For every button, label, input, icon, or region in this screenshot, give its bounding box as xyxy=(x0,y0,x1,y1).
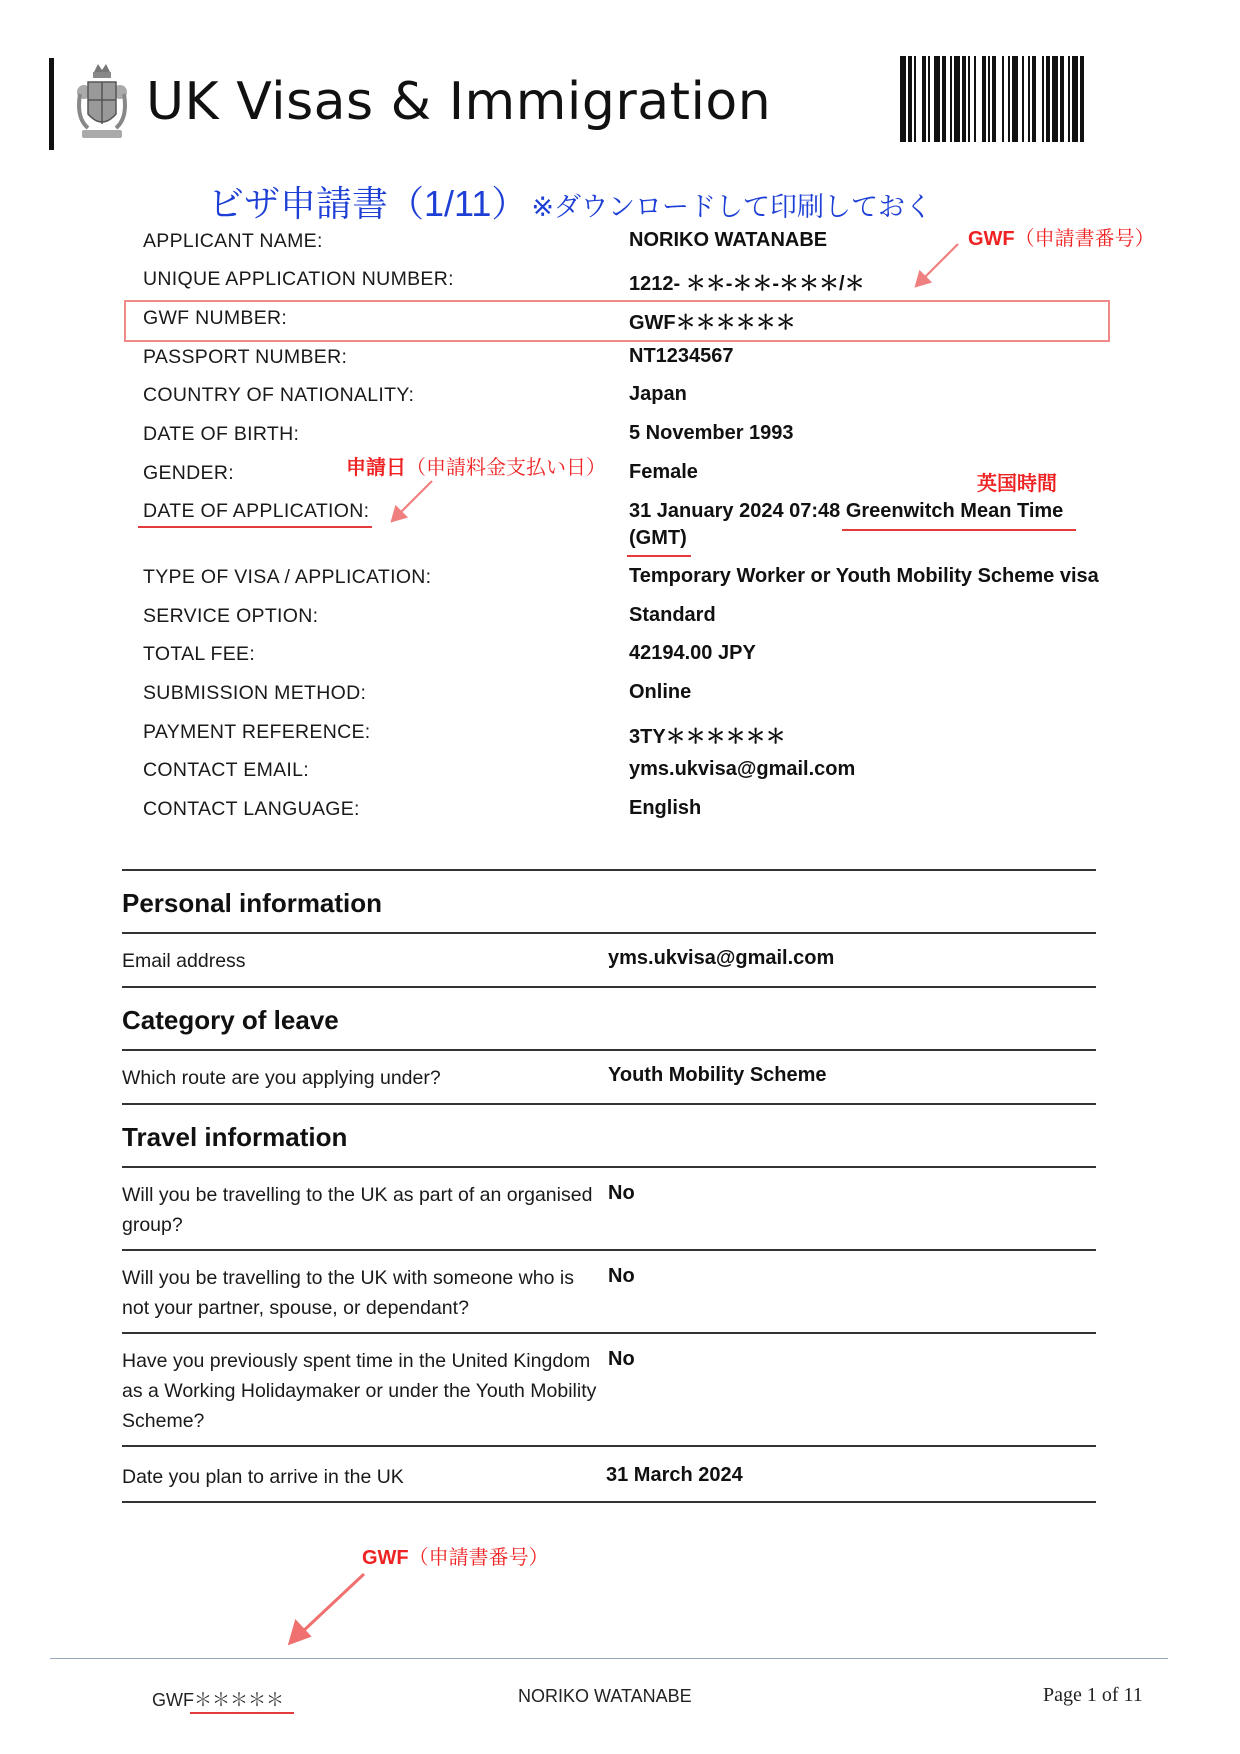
field-value: English xyxy=(629,797,702,819)
footer-divider xyxy=(50,1658,1168,1659)
field-value: Online xyxy=(629,681,692,703)
annotation-gwf-top xyxy=(968,222,1155,251)
row-divider xyxy=(122,1501,1096,1503)
field-value: 31 January 2024 07:48 Greenwitch Mean Time xyxy=(629,500,1064,522)
arrow-head-icon xyxy=(290,1622,309,1643)
barcode-stripe xyxy=(982,56,986,142)
field-label: COUNTRY OF NATIONALITY: xyxy=(143,384,415,406)
barcode-stripe xyxy=(950,56,952,142)
arrow-to-date-icon xyxy=(398,481,432,515)
arrow-to-gwf-icon xyxy=(922,244,958,280)
question: Have you previously spent time in the United Kingdom as a Working Holidaymaker or under the Youth Mobility Scheme? xyxy=(122,1350,597,1432)
barcode-stripe xyxy=(974,56,976,142)
footer-applicant-name: NORIKO WATANABE xyxy=(518,1686,692,1706)
annotation-bold: 申請日 xyxy=(346,457,406,479)
answer: No xyxy=(608,1265,635,1287)
arrow-head-icon xyxy=(916,272,930,286)
field-value: NORIKO WATANABE xyxy=(629,229,828,251)
question: Will you be travelling to the UK as part of an organised group? xyxy=(122,1184,593,1236)
field-label: TOTAL FEE: xyxy=(143,643,256,665)
field-label: APPLICANT NAME: xyxy=(143,230,323,252)
field-label: DATE OF APPLICATION: xyxy=(143,500,370,522)
barcode-stripe xyxy=(1060,56,1064,142)
section-divider xyxy=(122,932,1096,934)
section-title-personal: Personal information xyxy=(122,888,383,918)
barcode-stripe xyxy=(992,56,996,142)
barcode-stripe xyxy=(1012,56,1018,142)
section-title-category: Category of leave xyxy=(122,1005,339,1035)
field-label: UNIQUE APPLICATION NUMBER: xyxy=(143,268,454,290)
annotation-light: （申請書番号） xyxy=(408,1547,549,1569)
answer: No xyxy=(608,1182,635,1204)
field-label: GWF NUMBER: xyxy=(143,307,288,329)
annotation-bold: GWF xyxy=(968,228,1015,250)
barcode-stripe xyxy=(928,56,930,142)
question: Date you plan to arrive in the UK xyxy=(122,1466,404,1488)
note-title xyxy=(208,176,932,227)
field-value: 3TY＊＊＊＊＊＊ xyxy=(629,726,786,748)
field-label: GENDER: xyxy=(143,462,234,484)
brand-title: UK Visas & Immigration xyxy=(146,72,772,132)
barcode-stripe xyxy=(1008,56,1010,142)
answer: yms.ukvisa@gmail.com xyxy=(608,947,835,969)
annotation-uk-time: 英国時間 xyxy=(977,473,1057,495)
barcode-stripe xyxy=(954,56,960,142)
row-divider xyxy=(122,1103,1096,1105)
field-value: 42194.00 JPY xyxy=(629,642,756,664)
barcode-stripe xyxy=(1080,56,1084,142)
question: Which route are you applying under? xyxy=(122,1067,441,1089)
annotation-light: （申請書番号） xyxy=(1014,228,1155,250)
gmt-paren-underline xyxy=(627,555,691,557)
field-value: Standard xyxy=(629,604,716,626)
section-title-travel: Travel information xyxy=(122,1122,348,1152)
barcode-stripe xyxy=(908,56,912,142)
date-of-application-underline xyxy=(138,526,372,528)
field-value: Temporary Worker or Youth Mobility Scheme visa xyxy=(629,565,1099,587)
section-divider xyxy=(122,869,1096,871)
field-value: Female xyxy=(629,461,698,483)
annotation-light: （申請料金支払い日） xyxy=(406,457,606,479)
footer-gwf: GWF＊＊＊＊＊ xyxy=(152,1690,284,1710)
annotation-gwf-bottom xyxy=(362,1541,549,1570)
field-label: PASSPORT NUMBER: xyxy=(143,346,348,368)
barcode-stripe xyxy=(1072,56,1078,142)
question: Will you be travelling to the UK with someone who is not your partner, spouse, or dependant? xyxy=(122,1267,574,1319)
row-divider xyxy=(122,1332,1096,1334)
barcode-stripe xyxy=(968,56,970,142)
footer-gwf-underline xyxy=(190,1712,294,1714)
barcode-stripe xyxy=(1042,56,1044,142)
barcode-stripe xyxy=(1068,56,1070,142)
row-divider xyxy=(122,986,1096,988)
gmt-underline xyxy=(842,529,1076,531)
barcode-icon xyxy=(900,56,1170,142)
arrow-to-footer-gwf-icon xyxy=(300,1574,364,1634)
answer: No xyxy=(608,1348,635,1370)
barcode-stripe xyxy=(1028,56,1030,142)
barcode-stripe xyxy=(900,56,906,142)
answer: Youth Mobility Scheme xyxy=(608,1064,827,1086)
field-value-continued: (GMT) xyxy=(629,527,687,549)
field-label: CONTACT EMAIL: xyxy=(143,759,309,781)
field-value: 1212- ＊＊-＊＊-＊＊＊/＊ xyxy=(629,273,865,295)
field-value: 5 November 1993 xyxy=(629,422,794,444)
field-label: PAYMENT REFERENCE: xyxy=(143,721,371,743)
barcode-stripe xyxy=(962,56,966,142)
barcode-stripe xyxy=(934,56,940,142)
field-label: SUBMISSION METHOD: xyxy=(143,682,367,704)
row-divider xyxy=(122,1445,1096,1447)
field-value: GWF＊＊＊＊＊＊ xyxy=(629,312,796,334)
section-divider xyxy=(122,1166,1096,1168)
royal-coat-of-arms-icon xyxy=(74,58,130,150)
field-label: TYPE OF VISA / APPLICATION: xyxy=(143,566,432,588)
answer: 31 March 2024 xyxy=(606,1464,743,1486)
barcode-stripe xyxy=(942,56,946,142)
field-label: CONTACT LANGUAGE: xyxy=(143,798,360,820)
note-title-sub: ※ダウンロードして印刷しておく xyxy=(531,192,933,222)
arrow-head-icon xyxy=(392,507,406,521)
footer-page-number: Page 1 of 11 xyxy=(1043,1684,1143,1706)
annotation-bold: GWF xyxy=(362,1547,409,1569)
annotation-application-date xyxy=(346,451,606,480)
field-value: Japan xyxy=(629,383,687,405)
question: Email address xyxy=(122,950,246,972)
field-label: SERVICE OPTION: xyxy=(143,605,319,627)
section-divider xyxy=(122,1049,1096,1051)
barcode-stripe xyxy=(1032,56,1036,142)
header-divider-bar xyxy=(49,58,54,150)
barcode-stripe xyxy=(1022,56,1024,142)
barcode-stripe xyxy=(1002,56,1004,142)
barcode-stripe xyxy=(1046,56,1050,142)
barcode-stripe xyxy=(914,56,916,142)
barcode-stripe xyxy=(1052,56,1058,142)
barcode-stripe xyxy=(988,56,990,142)
field-value: yms.ukvisa@gmail.com xyxy=(629,758,856,780)
field-value: NT1234567 xyxy=(629,345,734,367)
field-label: DATE OF BIRTH: xyxy=(143,423,300,445)
barcode-stripe xyxy=(922,56,926,142)
row-divider xyxy=(122,1249,1096,1251)
note-title-main: ビザ申請書（1/11） xyxy=(208,183,528,224)
